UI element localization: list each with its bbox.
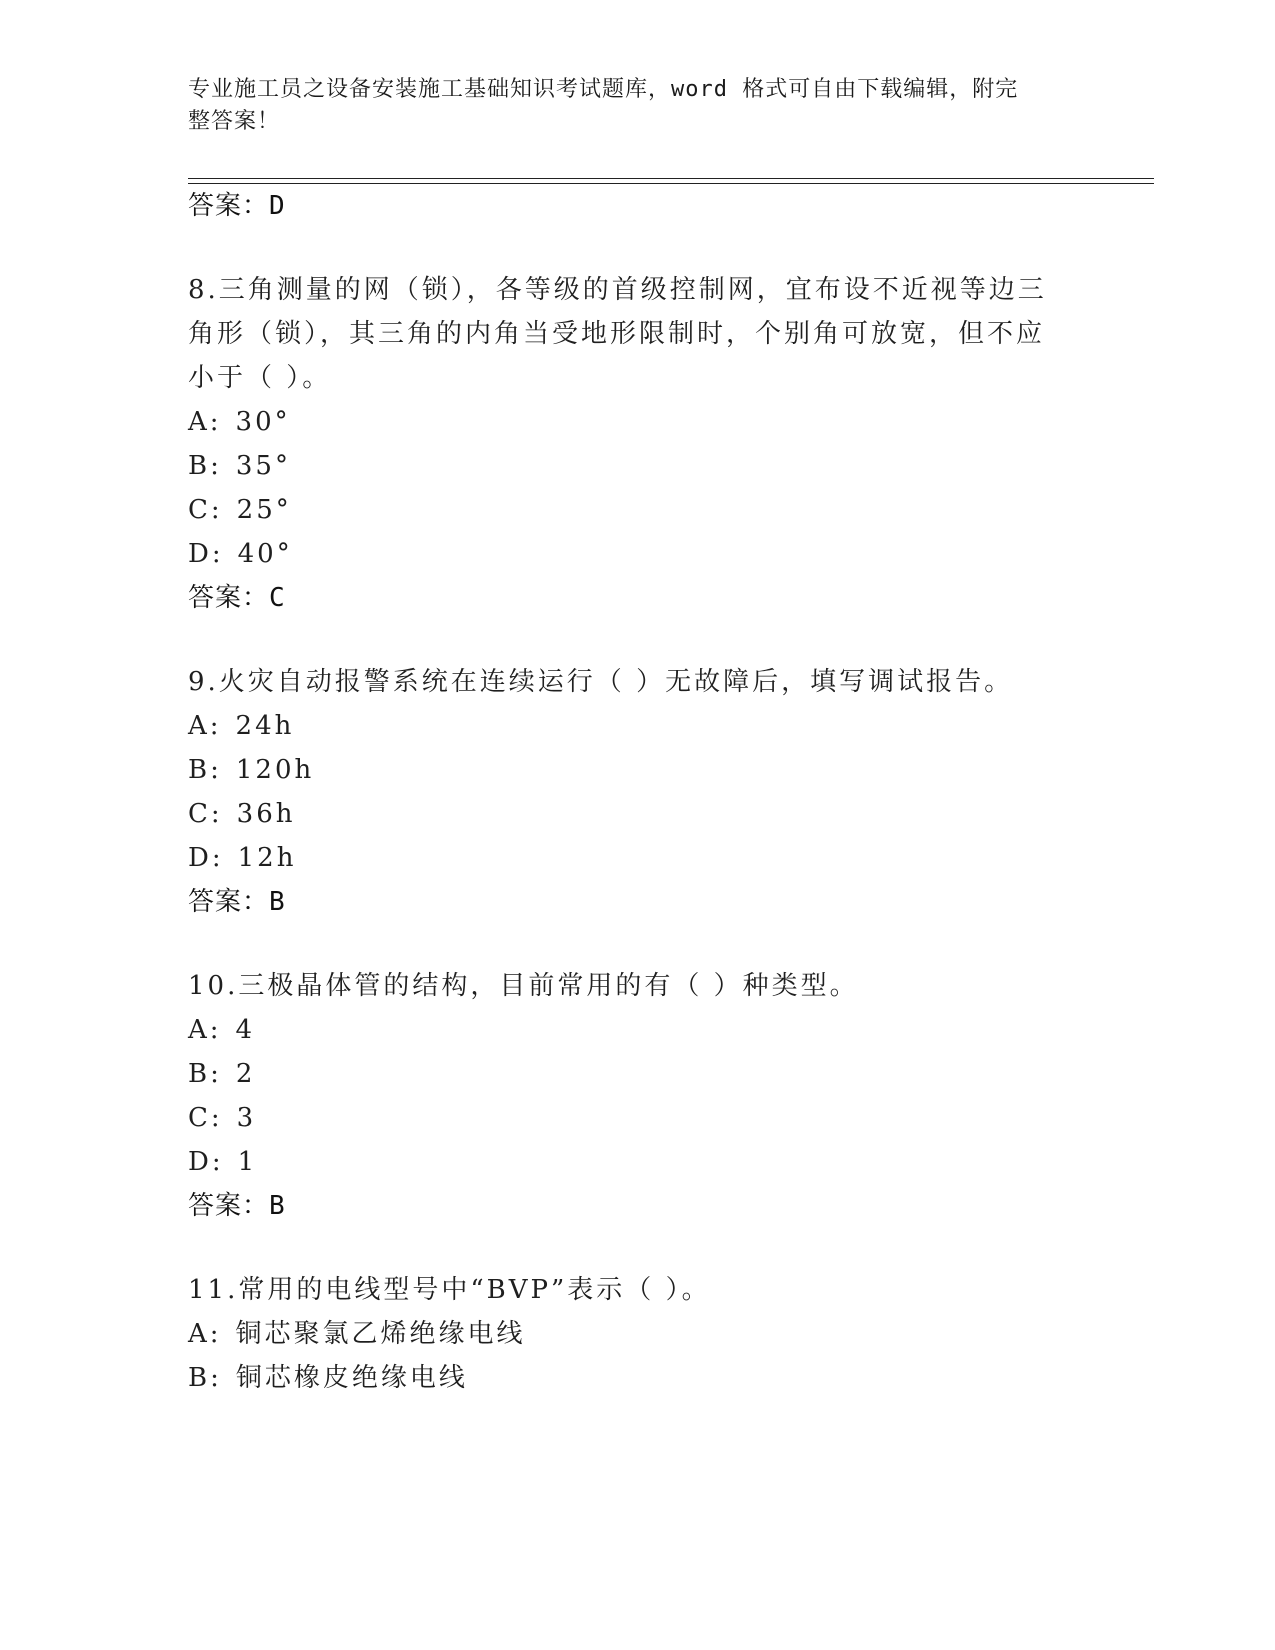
option-text: 铜芯橡皮绝缘电线 bbox=[235, 1363, 468, 1393]
question-9-option-c bbox=[188, 794, 296, 834]
option-text: 35° bbox=[235, 451, 291, 481]
question-10-option-d bbox=[188, 1142, 257, 1182]
option-letter: D: bbox=[188, 539, 224, 569]
option-letter: A: bbox=[188, 407, 222, 437]
document-header bbox=[188, 74, 1068, 138]
option-letter: B: bbox=[188, 451, 222, 481]
option-text: 1 bbox=[237, 1147, 258, 1177]
option-text: 24h bbox=[235, 711, 295, 741]
option-letter: A: bbox=[188, 711, 222, 741]
option-letter: C: bbox=[188, 495, 223, 525]
option-text: 36h bbox=[236, 799, 296, 829]
question-10-option-b bbox=[188, 1054, 255, 1094]
option-text: 铜芯聚氯乙烯绝缘电线 bbox=[235, 1319, 526, 1349]
header-divider bbox=[188, 178, 1154, 179]
question-9-option-a bbox=[188, 706, 294, 746]
question-8-option-d bbox=[188, 534, 293, 574]
option-letter: A: bbox=[188, 1319, 222, 1349]
question-10-line-1: 10.三极晶体管的结构，目前常用的有（ ）种类型。 bbox=[188, 971, 859, 1001]
answer-question-8: 答案：C bbox=[188, 583, 286, 613]
question-9-option-d bbox=[188, 838, 296, 878]
option-text: 12h bbox=[237, 843, 297, 873]
question-8-option-b bbox=[188, 446, 291, 486]
option-text: 2 bbox=[235, 1059, 256, 1089]
option-letter: A: bbox=[188, 1015, 222, 1045]
question-8-option-a bbox=[188, 402, 291, 442]
question-9-option-b bbox=[188, 750, 314, 790]
option-text: 120h bbox=[235, 755, 315, 785]
question-10-option-c bbox=[188, 1098, 256, 1138]
question-8-line-1: 8.三角测量的网（锁），各等级的首级控制网，宜布设不近视等边三 bbox=[188, 275, 1047, 305]
question-11-option-a bbox=[188, 1314, 526, 1354]
question-10-option-a bbox=[188, 1010, 255, 1050]
question-11-option-b bbox=[188, 1358, 468, 1398]
question-8-line-2: 角形（锁），其三角的内角当受地形限制时，个别角可放宽，但不应 bbox=[188, 319, 1046, 349]
option-text: 40° bbox=[237, 539, 293, 569]
option-letter: B: bbox=[188, 1363, 222, 1393]
option-text: 25° bbox=[236, 495, 292, 525]
option-text: 30° bbox=[235, 407, 291, 437]
question-11-line-1: 11.常用的电线型号中“BVP”表示（ ）。 bbox=[188, 1275, 711, 1305]
answer-previous: 答案：D bbox=[188, 191, 286, 221]
option-letter: B: bbox=[188, 1059, 222, 1089]
option-text: 4 bbox=[235, 1015, 256, 1045]
header-line-1: 专业施工员之设备安装施工基础知识考试题库，word 格式可自由下载编辑，附完 bbox=[188, 77, 1019, 102]
option-text: 3 bbox=[236, 1103, 257, 1133]
header-line-2: 整答案！ bbox=[188, 109, 281, 134]
option-letter: D: bbox=[188, 843, 224, 873]
option-letter: B: bbox=[188, 755, 222, 785]
answer-question-9: 答案：B bbox=[188, 887, 286, 917]
answer-question-10: 答案：B bbox=[188, 1191, 286, 1221]
option-letter: C: bbox=[188, 1103, 223, 1133]
option-letter: C: bbox=[188, 799, 223, 829]
question-8-line-3: 小于（ ）。 bbox=[188, 363, 332, 393]
question-8-option-c bbox=[188, 490, 292, 530]
option-letter: D: bbox=[188, 1147, 224, 1177]
header-divider-second bbox=[188, 183, 1154, 184]
question-9-line-1: 9.火灾自动报警系统在连续运行（ ）无故障后，填写调试报告。 bbox=[188, 667, 1014, 697]
